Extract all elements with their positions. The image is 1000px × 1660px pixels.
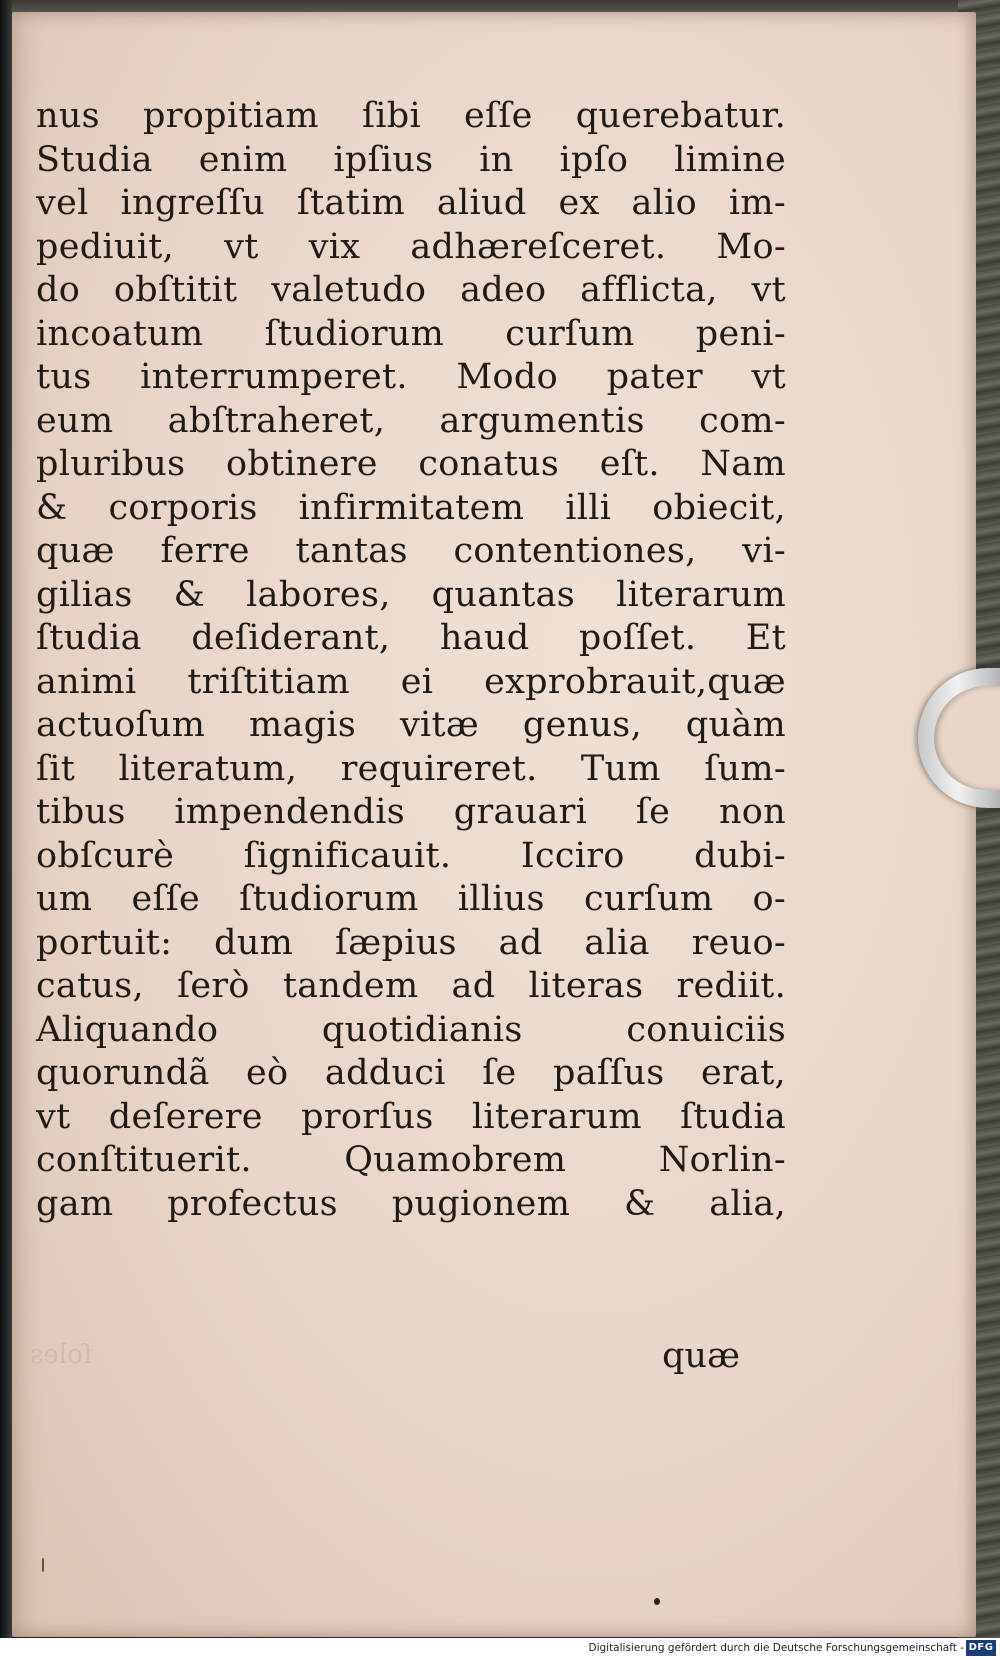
- text-line: tibus impendendis grauari ſe non: [36, 792, 786, 832]
- text-line: ſit literatum, requireret. Tum ſum-: [36, 748, 786, 789]
- text-line: Aliquando quotidianis conuiciis: [36, 1009, 786, 1050]
- text-line: obſcurè ſignificauit. Icciro dubi-: [36, 835, 786, 876]
- text-line: animi triſtitiam ei exprobrauit,quæ: [36, 661, 786, 702]
- text-line: gilias & labores, quantas literarum: [36, 574, 786, 615]
- text-line: Studia enim ipſius in ipſo limine: [36, 139, 786, 180]
- text-line: incoatum ſtudiorum curſum peni-: [36, 313, 786, 354]
- text-line: & corporis infirmitatem illi obiecit,: [36, 487, 786, 528]
- text-line: vt deſerere prorſus literarum ſtudia: [36, 1096, 786, 1137]
- text-line: actuoſum magis vitæ genus, quàm: [36, 705, 786, 745]
- ink-speck: [42, 1558, 44, 1572]
- show-through-text: ſoles: [30, 1340, 93, 1370]
- page-text: [36, 95, 786, 1226]
- text-line: do obſtitit valetudo adeo afflicta, vt: [36, 270, 786, 310]
- text-line: vel ingreſſu ſtatim aliud ex alio im-: [36, 183, 786, 223]
- footer-credit: Digitalisierung gefördert durch die Deutsche Forschungsgemeinschaft -: [588, 1642, 964, 1654]
- text-line: catus, ſerò tandem ad literas rediit.: [36, 966, 786, 1006]
- dfg-logo-icon: DFG: [966, 1640, 996, 1656]
- catchword: quæ: [662, 1336, 740, 1376]
- ink-speck: [654, 1598, 660, 1605]
- text-line: pluribus obtinere conatus eſt. Nam: [36, 444, 786, 484]
- text-line: eum abſtraheret, argumentis com-: [36, 400, 786, 441]
- text-line: nus propitiam ſibi eſſe querebatur.: [36, 96, 786, 136]
- text-line: um eſſe ſtudiorum illius curſum o-: [36, 879, 786, 919]
- binding-edge: [0, 0, 12, 1660]
- text-line: ſtudia deſiderant, haud poſſet. Et: [36, 618, 786, 658]
- text-line: gam profectus pugionem & alia,: [36, 1183, 786, 1224]
- text-line: conſtituerit. Quamobrem Norlin-: [36, 1140, 786, 1180]
- text-line: tus interrumperet. Modo pater vt: [36, 357, 786, 397]
- text-line: quæ ferre tantas contentiones, vi-: [36, 531, 786, 571]
- text-line: pediuit, vt vix adhæreſceret. Mo-: [36, 226, 786, 267]
- text-line: quorundã eò adduci ſe paſſus erat,: [36, 1053, 786, 1093]
- text-line: portuit: dum ſæpius ad alia reuo-: [36, 922, 786, 963]
